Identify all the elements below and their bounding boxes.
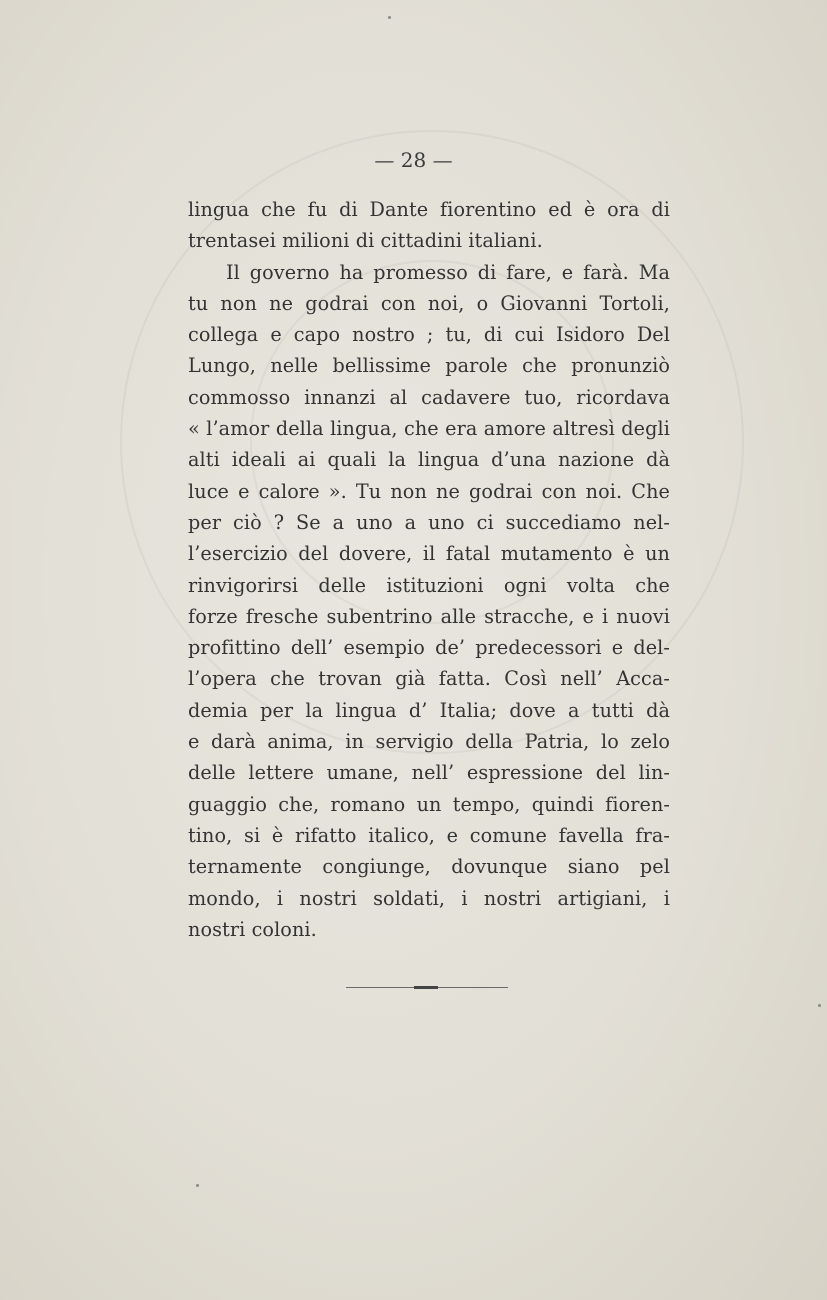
text-line: rinvigorirsi delle istituzioni ogni volta che <box>188 573 670 597</box>
page-number: — 28 — <box>374 148 453 172</box>
text-line: ternamente congiunge, dovunque siano pel <box>188 855 670 879</box>
text-line: collega e capo nostro ; tu, di cui Isidoro Del <box>188 323 670 347</box>
text-line: lingua che fu di Dante fiorentino ed è ora di <box>188 198 670 221</box>
paper-speck <box>388 16 391 19</box>
divider-mark <box>414 986 438 989</box>
text-line: l’opera che trovan già fatta. Così nell’ Acca- <box>188 667 670 691</box>
text-line: profittino dell’ esempio de’ predecessori e del- <box>188 636 670 660</box>
text-line: commosso innanzi al cadavere tuo, ricordava <box>188 385 670 409</box>
text-line: demia per la lingua d’ Italia; dove a tutti dà <box>188 698 670 722</box>
text-line: forze fresche subentrino alle stracche, e i nuovi <box>188 604 670 628</box>
text-line: tino, si è rifatto italico, e comune favella fra- <box>188 823 670 847</box>
text-line: Lungo, nelle bellissime parole che pronunziò <box>188 354 670 378</box>
text-line: guaggio che, romano un tempo, quindi fioren- <box>188 792 670 816</box>
text-line: nostri coloni. <box>188 917 317 941</box>
section-divider <box>346 984 508 990</box>
text-line: tu non ne godrai con noi, o Giovanni Tortoli, <box>188 291 670 315</box>
text-line: delle lettere umane, nell’ espressione del lin- <box>188 761 670 785</box>
text-line: l’esercizio del dovere, il fatal mutamento è un <box>188 542 670 566</box>
text-line: Il governo ha promesso di fare, e farà. Ma <box>226 260 670 284</box>
text-line: trentasei milioni di cittadini italiani. <box>188 229 543 253</box>
text-line: per ciò ? Se a uno a uno ci succediamo nel- <box>188 510 670 534</box>
text-line: luce e calore ». Tu non ne godrai con noi. Che <box>188 479 670 503</box>
text-line: « l’amor della lingua, che era amore altresì degli <box>188 417 670 441</box>
text-line: e darà anima, in servigio della Patria, lo zelo <box>188 730 670 754</box>
paper-speck <box>196 1184 199 1187</box>
text-line: alti ideali ai quali la lingua d’una nazione dà <box>188 448 670 472</box>
body-text <box>188 194 670 945</box>
text-line: mondo, i nostri soldati, i nostri artigiani, i <box>188 886 670 910</box>
paper-speck <box>818 1004 821 1007</box>
